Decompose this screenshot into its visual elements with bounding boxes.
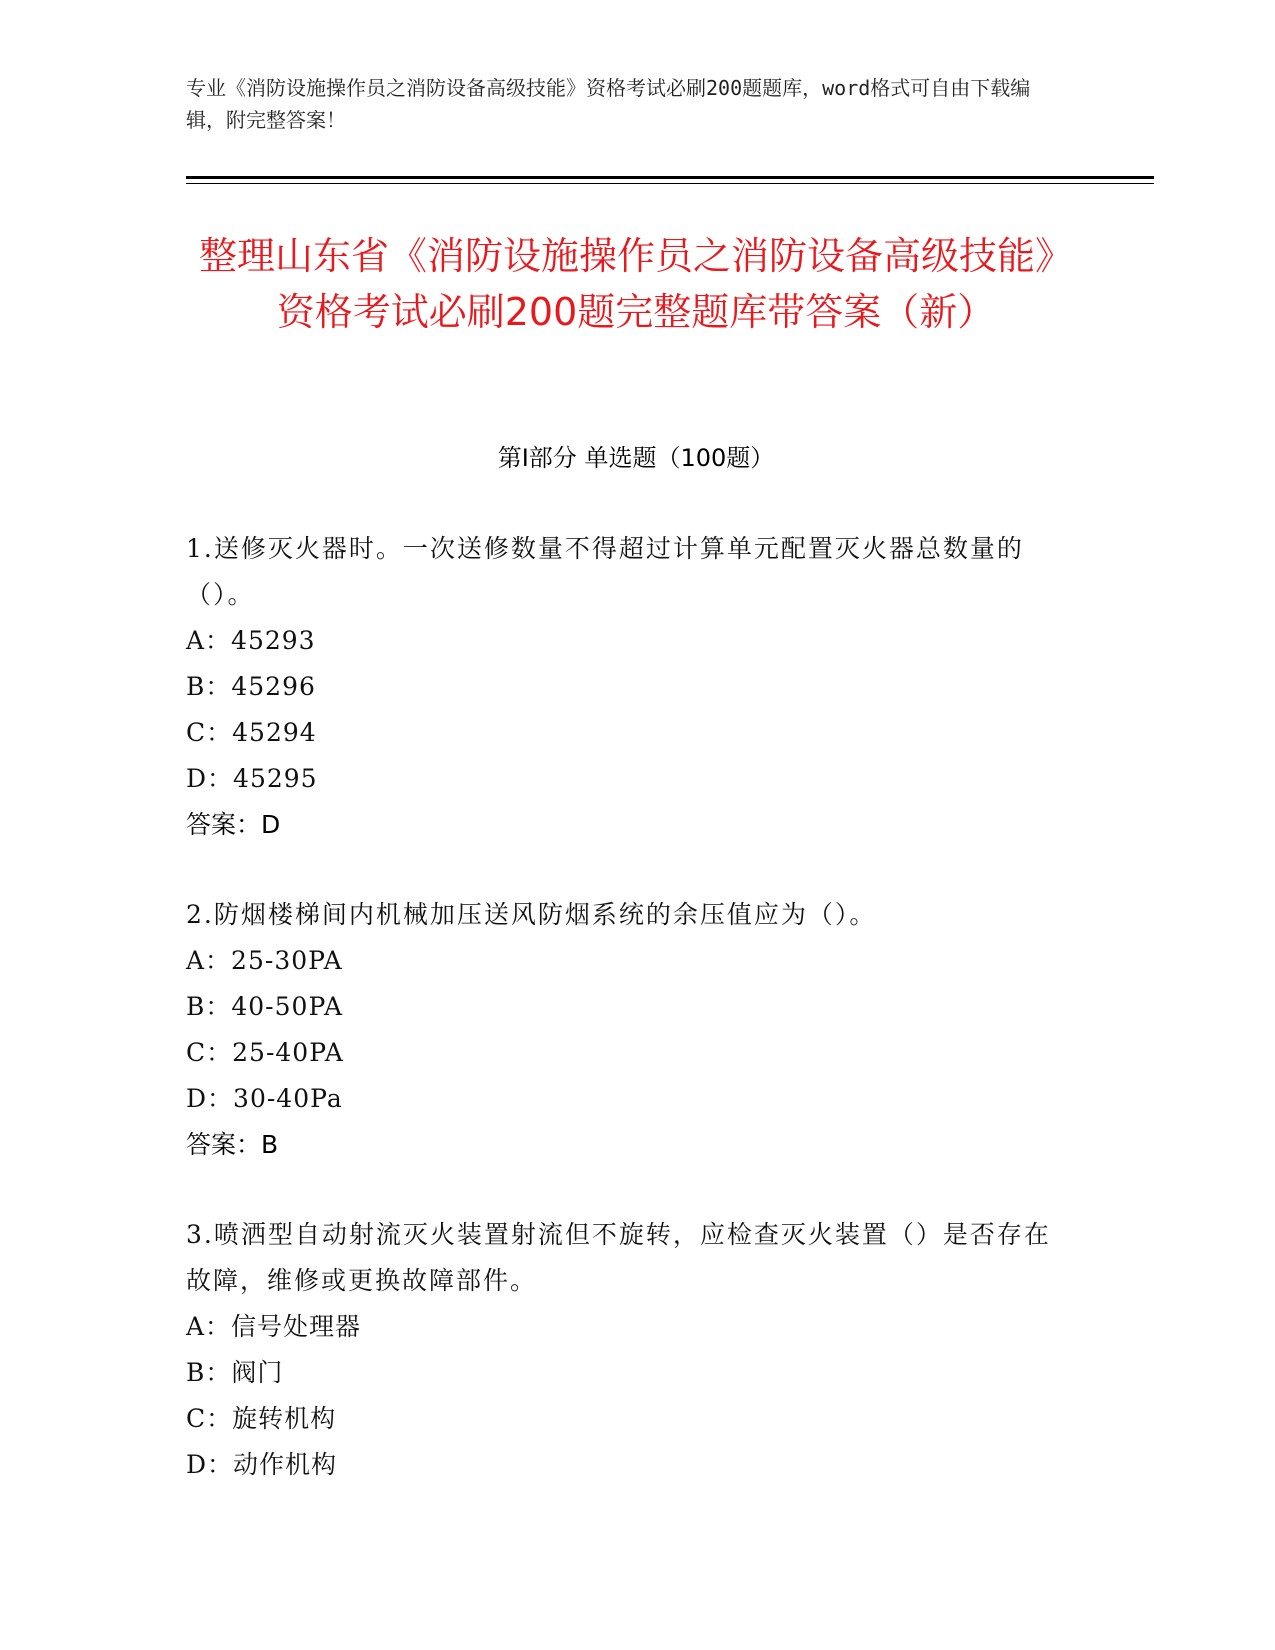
question-2 — [186, 892, 1066, 1168]
option-d: D：动作机构 — [186, 1450, 338, 1479]
header-rule-thin — [186, 183, 1154, 184]
option-a: A：45293 — [186, 626, 316, 655]
header-rule-thick — [186, 176, 1154, 179]
document-title: 整理山东省《消防设施操作员之消防设备高级技能》资格考试必刷200题完整题库带答案（新） — [198, 234, 1073, 334]
question-list — [186, 526, 1066, 1532]
option-d: D：30-40Pa — [186, 1084, 343, 1113]
answer: 答案：B — [186, 1130, 279, 1159]
section-heading: 第I部分 单选题（100题） — [497, 444, 775, 472]
question-3 — [186, 1212, 1066, 1488]
option-c: C：旋转机构 — [186, 1404, 337, 1433]
header-note: 专业《消防设施操作员之消防设备高级技能》资格考试必刷200题题库，word格式可自由下载编辑，附完整答案！ — [186, 76, 1031, 132]
option-b: B：40-50PA — [186, 992, 344, 1021]
question-text: 1.送修灭火器时。一次送修数量不得超过计算单元配置灭火器总数量的（）。 — [186, 534, 1024, 609]
option-a: A：信号处理器 — [186, 1312, 362, 1341]
question-text: 2.防烟楼梯间内机械加压送风防烟系统的余压值应为（）。 — [186, 900, 877, 929]
option-b: B：阀门 — [186, 1358, 284, 1387]
option-a: A：25-30PA — [186, 946, 343, 975]
question-1 — [186, 526, 1066, 848]
option-d: D：45295 — [186, 764, 318, 793]
option-c: C：45294 — [186, 718, 317, 747]
question-text: 3.喷洒型自动射流灭火装置射流但不旋转，应检查灭火装置（）是否存在故障，维修或更换故障部件。 — [186, 1220, 1051, 1295]
option-c: C：25-40PA — [186, 1038, 344, 1067]
answer: 答案：D — [186, 810, 281, 839]
option-b: B：45296 — [186, 672, 316, 701]
